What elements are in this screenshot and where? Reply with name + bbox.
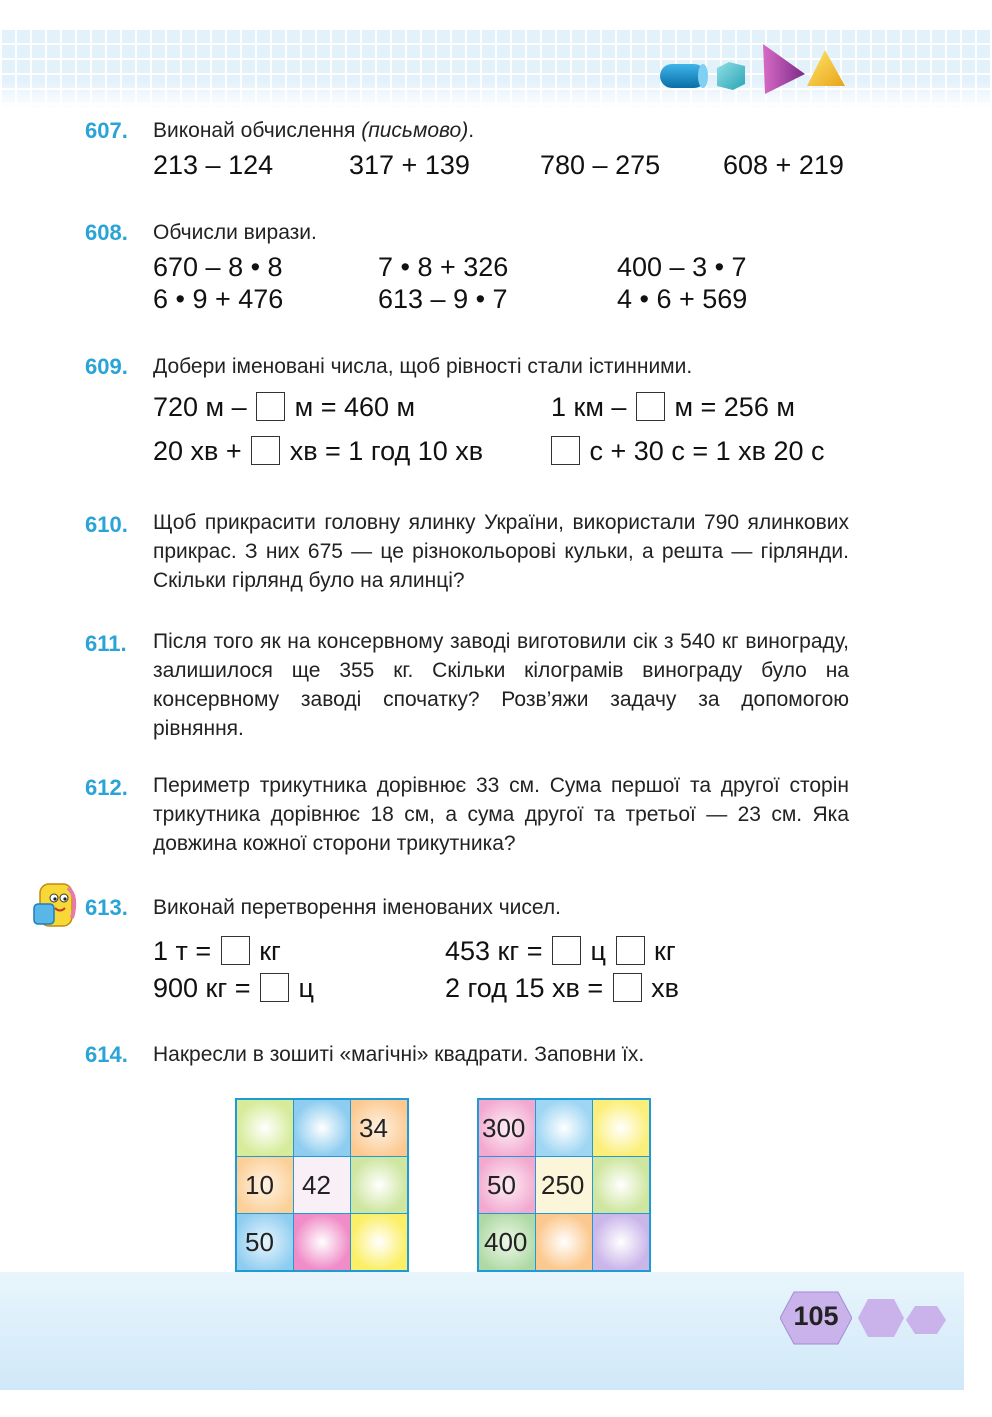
exercise-609-prompt: Добери іменовані числа, щоб рівності стали істинними.	[153, 355, 693, 378]
equation	[549, 436, 825, 467]
answer-box[interactable]	[613, 973, 642, 1002]
equation-part: 453 кг =	[445, 936, 543, 966]
expression: 317 + 139	[349, 150, 470, 180]
exercise-611-text: Після того як на консервному заводі виготовили сік з 540 кг винограду, залишилося ще 355 кг. Скільки кілограмів винограду було на консервному заводі спочатку? Розв’яжи задачу за допомогою рівняння.	[153, 630, 849, 740]
magic-square-cell: 50	[237, 1214, 293, 1270]
answer-box[interactable]	[260, 973, 289, 1002]
exercise-number-608: 608.	[85, 220, 128, 245]
magic-square-cell: 34	[351, 1100, 407, 1156]
answer-box[interactable]	[616, 936, 645, 965]
exercise-613-prompt: Виконай перетворення іменованих чисел.	[153, 896, 561, 919]
equation-part: 1 км –	[551, 392, 627, 422]
equation	[153, 936, 281, 967]
equation-part: м = 256 м	[674, 392, 795, 422]
exercise-number-612: 612.	[85, 775, 128, 800]
expression: 670 – 8 • 8	[153, 252, 283, 282]
prompt-end: .	[468, 119, 475, 142]
equation-part: ц	[298, 973, 314, 1003]
expression: 4 • 6 + 569	[617, 284, 748, 314]
exercise-612-text: Периметр трикутника дорівнює 33 см. Сума першої та другої сторін трикутника дорівнює 18 см, а сума другої та третьої — 23 см. Яка довжина кожної сторони трикутника?	[153, 774, 849, 855]
equation-part: 720 м –	[153, 392, 247, 422]
magic-square-cell	[593, 1214, 649, 1270]
exercise-number-607: 607.	[85, 118, 128, 143]
exercise-614-prompt: Накресли в зошиті «магічні» квадрати. Заповни їх.	[153, 1043, 645, 1066]
exercise-number-614: 614.	[85, 1042, 128, 1067]
exercise-number-610: 610.	[85, 512, 128, 537]
equation-part: кг	[654, 936, 676, 966]
answer-box[interactable]	[251, 436, 280, 465]
expression: 213 – 124	[153, 150, 274, 180]
hexagon-decoration-icon	[858, 1298, 904, 1338]
magic-square-cell	[536, 1100, 592, 1156]
magic-square-cell	[351, 1214, 407, 1270]
magic-square-2	[477, 1098, 651, 1272]
answer-box[interactable]	[552, 936, 581, 965]
equation-part: 20 хв +	[153, 436, 242, 466]
exercise-number-613: 613.	[85, 895, 128, 920]
magic-square-cell: 300	[479, 1100, 535, 1156]
magic-square-cell: 400	[479, 1214, 535, 1270]
equation	[445, 936, 676, 967]
equation	[445, 973, 679, 1004]
equation	[153, 436, 483, 467]
expression: 7 • 8 + 326	[378, 252, 509, 282]
equation-part: 1 т =	[153, 936, 212, 966]
backpack-icon	[28, 878, 82, 932]
expression: 400 – 3 • 7	[617, 252, 747, 282]
magic-square-cell	[536, 1214, 592, 1270]
magic-square-cell	[294, 1214, 350, 1270]
answer-box[interactable]	[551, 436, 580, 465]
prompt-italic: (письмово)	[361, 119, 469, 142]
answer-box[interactable]	[636, 392, 665, 421]
geometric-shapes-icon	[655, 44, 855, 100]
expression: 608 + 219	[723, 150, 844, 180]
exercise-number-611: 611.	[85, 631, 127, 656]
magic-square-cell: 250	[536, 1157, 592, 1213]
hexagon-decoration-icon	[906, 1305, 946, 1335]
magic-square-cell	[351, 1157, 407, 1213]
magic-square-cell	[237, 1100, 293, 1156]
exercise-608-prompt: Обчисли вирази.	[153, 221, 317, 244]
magic-square-1	[235, 1098, 409, 1272]
exercise-610-text: Щоб прикрасити головну ялинку України, використали 790 ялинкових прикрас. З них 675 — це різнокольорові кульки, а решта — гірлянди. Скільки гірлянд було на ялинці?	[153, 511, 849, 592]
magic-square-cell	[294, 1100, 350, 1156]
magic-square-cell	[593, 1100, 649, 1156]
magic-square-cell: 50	[479, 1157, 535, 1213]
equation-part: хв = 1 год 10 хв	[289, 436, 484, 466]
expression: 613 – 9 • 7	[378, 284, 508, 314]
exercise-number-609: 609.	[85, 354, 128, 379]
magic-square-cell: 42	[294, 1157, 350, 1213]
answer-box[interactable]	[221, 936, 250, 965]
equation-part: с + 30 с = 1 хв 20 с	[589, 436, 825, 466]
page-number: 105	[793, 1301, 839, 1331]
equation-part: кг	[259, 936, 281, 966]
equation-part: 2 год 15 хв =	[445, 973, 604, 1003]
magic-square-cell: 10	[237, 1157, 293, 1213]
equation	[551, 392, 795, 423]
answer-box[interactable]	[256, 392, 285, 421]
equation-part: м = 460 м	[294, 392, 416, 422]
expression: 6 • 9 + 476	[153, 284, 284, 314]
equation-part: хв	[651, 973, 679, 1003]
equation	[153, 392, 415, 423]
exercise-607-prompt	[153, 119, 474, 143]
equation	[153, 973, 314, 1004]
equation-part: ц	[590, 936, 606, 966]
prompt-text: Виконай обчислення	[153, 119, 362, 142]
equation-part: 900 кг =	[153, 973, 251, 1003]
expression: 780 – 275	[540, 150, 661, 180]
magic-square-cell	[593, 1157, 649, 1213]
